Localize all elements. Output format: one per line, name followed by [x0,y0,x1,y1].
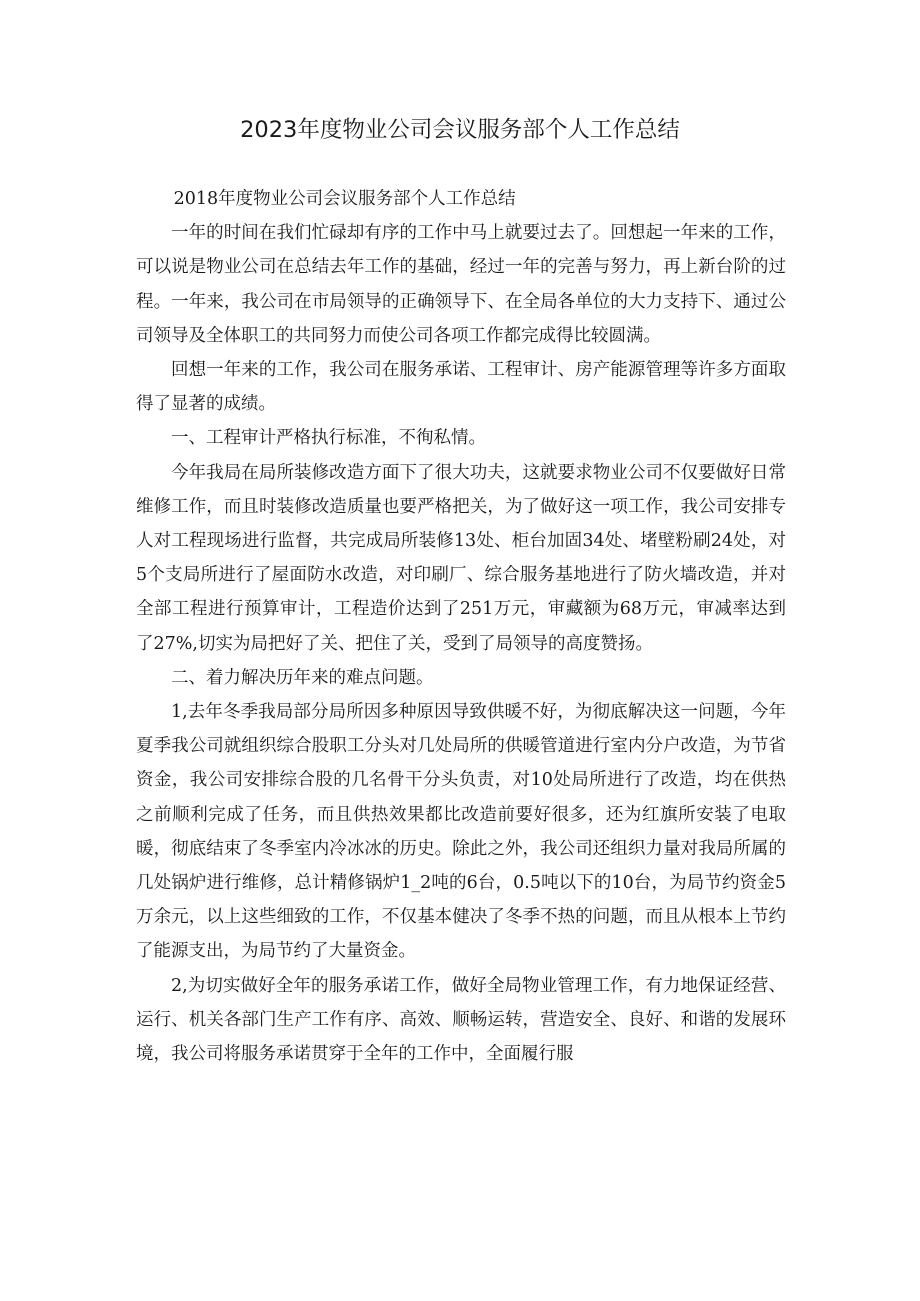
paragraph-intro: 一年的时间在我们忙碌却有序的工作中马上就要过去了。回想起一年来的工作，可以说是物业公司在总结去年工作的基础，经过一年的完善与努力，再上新台阶的过程。一年来，我公司在市局领导的正确领导下、在全局各单位的大力支持下、通过公司领导及全体职工的共同努力而使公司各项工作都完成得比较圆满。 [136,223,786,346]
paragraph-heating: 1,去年冬季我局部分局所因多种原因导致供暖不好，为彻底解决这一问题，今年夏季我公司就组织综合股职工分头对几处局所的供暖管道进行室内分户改造，为节省资金，我公司安排综合股的几名骨干分头负责，对10处局所进行了改造，均在供热之前顺利完成了任务，而且供热效果都比改造前要好很多，还为红旗所安装了电取暖，彻底结束了冬季室内冷冰冰的历史。除此之外，我公司还组织力量对我局所属的几处锅炉进行维修，总计精修锅炉1_2吨的6台，0.5吨以下的10台，为局节约资金5万余元，以上这些细致的工作，不仅基本健决了冬季不热的问题，而且从根本上节约了能源支出，为局节约了大量资金。 [136,702,786,962]
paragraph-audit: 今年我局在局所装修改造方面下了很大功夫，这就要求物业公司不仅要做好日常维修工作，而且时装修改造质量也要严格把关，为了做好这一项工作，我公司安排专人对工程现场进行监督，共完成局所装修13处、柜台加固34处、堵壁粉刷24处，对5个支局所进行了屋面防水改造，对印刷厂、综合服务基地进行了防火墙改造，并对全部工程进行预算审计，工程造价达到了251万元，审藏额为68万元，审减率达到了27%,切实为局把好了关、把住了关，受到了局领导的高度赞扬。 [136,462,786,654]
section-heading-2: 二、着力解决历年来的难点问题。 [171,667,434,688]
document-body [136,182,786,1071]
section-heading-1: 一、工程审计严格执行标准，不徇私情。 [171,428,486,449]
document-title: 2023年度物业公司会议服务部个人工作总结 [240,117,680,143]
paragraph-review: 回想一年来的工作，我公司在服务承诺、工程审计、房产能源管理等许多方面取得了显著的成绩。 [136,360,786,415]
document-subtitle: 2018年度物业公司会议服务部个人工作总结 [173,189,516,209]
paragraph-service: 2,为切实做好全年的服务承诺工作，做好全局物业管理工作，有力地保证经营、运行、机关各部门生产工作有序、高效、顺畅运转，营造安全、良好、和谐的发展环境，我公司将服务承诺贯穿于全年的工作中，全面履行服 [136,975,786,1065]
